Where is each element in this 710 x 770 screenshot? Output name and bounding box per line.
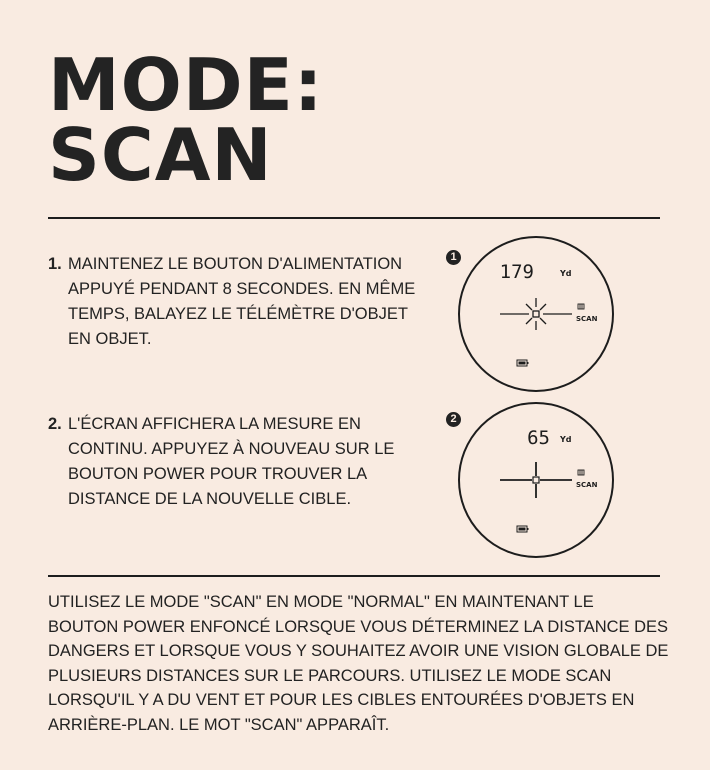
top-divider <box>48 217 660 219</box>
step-2-line: BOUTON POWER POUR TROUVER LA <box>68 465 368 483</box>
step-1 <box>48 252 448 352</box>
battery-icon <box>517 526 529 532</box>
display-2-distance: 65 <box>527 427 550 449</box>
display-2-mode: SCAN <box>576 481 598 489</box>
footer-line: DANGERS ET LORSQUE VOUS Y SOUHAITEZ AVOIR UNE VISION GLOBALE DE <box>48 642 669 660</box>
footer-line: PLUSIEURS DISTANCES SUR LE PARCOURS. UTILISEZ LE MODE SCAN <box>48 666 612 685</box>
step-1-line: APPUYÉ PENDANT 8 SECONDES. EN MÊME <box>68 280 416 298</box>
title-line-1: MODE: <box>48 43 324 127</box>
bottom-divider <box>48 575 660 577</box>
step-2-number: 2. <box>48 415 62 433</box>
rangefinder-display-1 <box>456 234 616 394</box>
step-1-line: EN OBJET. <box>68 330 152 348</box>
step-1-text <box>68 252 448 352</box>
footer-paragraph <box>48 590 688 737</box>
footer-line: LORSQU'IL Y A DU VENT ET POUR LES CIBLES ENTOURÉES D'OBJETS EN <box>48 691 635 709</box>
footer-line: UTILISEZ LE MODE "SCAN" EN MODE "NORMAL" EN MAINTENANT LE <box>48 593 594 611</box>
step-1-line: TEMPS, BALAYEZ LE TÉLÉMÈTRE D'OBJET <box>68 305 408 323</box>
step-2-line: DISTANCE DE LA NOUVELLE CIBLE. <box>68 490 352 508</box>
display-1-unit: Yd <box>560 269 572 278</box>
step-1-badge: 1 <box>446 250 461 265</box>
rangefinder-display-2 <box>456 400 616 560</box>
step-2-badge: 2 <box>446 412 461 427</box>
step-2-line: L'ÉCRAN AFFICHERA LA MESURE EN <box>68 415 361 433</box>
step-2 <box>48 412 448 512</box>
starburst-reticle-icon <box>500 298 572 330</box>
display-2-unit: Yd <box>560 435 572 444</box>
footer-line: ARRIÈRE-PLAN. LE MOT "SCAN" APPARAÎT. <box>48 715 390 734</box>
footer-line: BOUTON POWER ENFONCÉ LORSQUE VOUS DÉTERMINEZ LA DISTANCE DES <box>48 617 669 636</box>
step-2-line: CONTINU. APPUYEZ À NOUVEAU SUR LE <box>68 440 395 458</box>
mode-indicator-icon <box>578 304 584 309</box>
mode-indicator-icon <box>578 470 584 475</box>
step-1-number: 1. <box>48 255 62 273</box>
page-title <box>48 43 324 197</box>
display-1-mode: SCAN <box>576 315 598 323</box>
title-line-2: SCAN <box>48 113 273 197</box>
step-2-text <box>68 412 448 512</box>
battery-icon <box>517 360 529 366</box>
display-1-outline <box>459 237 613 391</box>
display-1-distance: 179 <box>499 261 534 283</box>
step-1-line: MAINTENEZ LE BOUTON D'ALIMENTATION <box>68 255 403 273</box>
crosshair-reticle-icon <box>500 462 572 498</box>
